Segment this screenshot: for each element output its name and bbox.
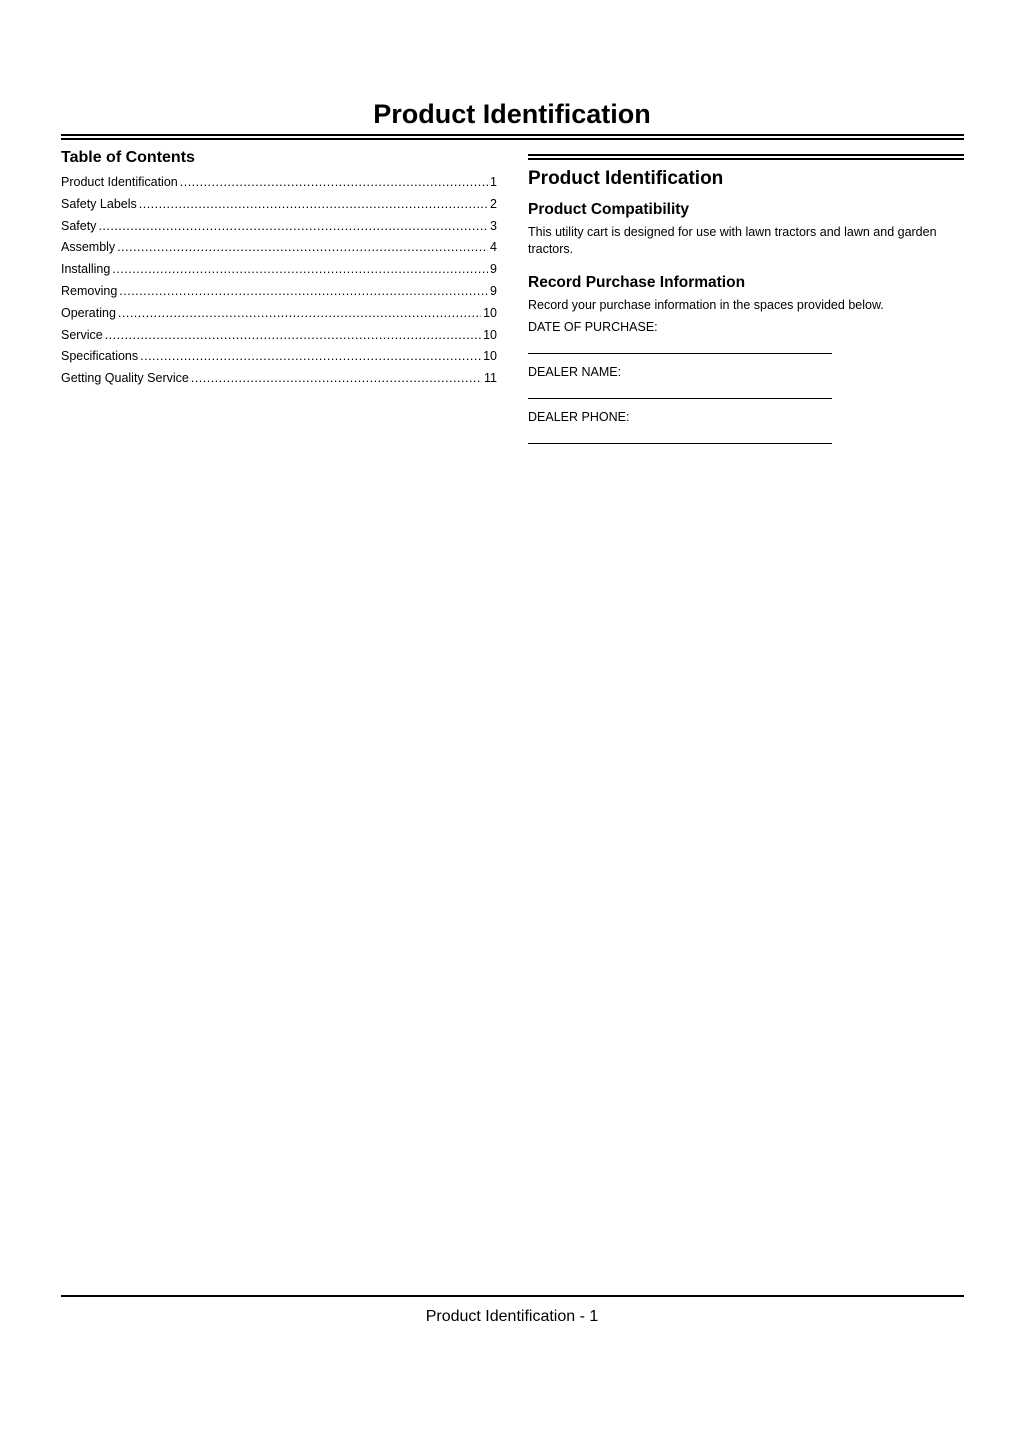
date-of-purchase-label: DATE OF PURCHASE:	[528, 319, 658, 334]
toc-item-page: 10	[483, 305, 497, 320]
toc-item	[61, 325, 497, 347]
toc-item	[61, 194, 497, 216]
dealer-phone-label: DEALER PHONE:	[528, 409, 630, 424]
page-footer: Product Identification - 1	[425, 1308, 599, 1325]
toc-item-page: 4	[490, 240, 497, 255]
toc-item-title: Operating	[61, 305, 116, 320]
purchase-heading: Record Purchase Information	[528, 274, 746, 291]
toc-item-title: Safety	[61, 218, 97, 233]
product-identification-section	[528, 164, 964, 454]
toc-leader-dots	[117, 237, 488, 259]
toc-item	[61, 281, 497, 303]
purchase-text: Record your purchase information in the spaces provided below.	[528, 298, 884, 312]
toc-item	[61, 346, 497, 368]
section-divider	[528, 154, 964, 160]
toc-heading: Table of Contents	[61, 149, 195, 166]
toc-item-title: Getting Quality Service	[61, 371, 189, 386]
toc-leader-dots	[180, 172, 488, 194]
toc-item-title: Safety Labels	[61, 196, 137, 211]
toc-item	[61, 216, 497, 238]
dealer-phone-line	[528, 443, 832, 444]
dealer-name-line	[528, 398, 832, 399]
toc-item-page: 9	[490, 283, 497, 298]
purchase-field-dealer-name	[528, 364, 964, 399]
toc-item	[61, 303, 497, 325]
toc-item-title: Service	[61, 327, 103, 342]
toc-leader-dots	[191, 368, 482, 390]
footer-divider	[61, 1295, 964, 1297]
toc-item	[61, 259, 497, 281]
toc-leader-dots	[139, 194, 488, 216]
section-title: Product Identification	[528, 168, 724, 189]
date-of-purchase-line	[528, 353, 832, 354]
toc-item-page: 10	[483, 327, 497, 342]
compatibility-text: This utility cart is designed for use with lawn tractors and lawn and garden tractors.	[528, 225, 937, 256]
table-of-contents	[61, 147, 497, 390]
toc-leader-dots	[112, 259, 488, 281]
toc-item-title: Installing	[61, 262, 111, 277]
dealer-name-label: DEALER NAME:	[528, 364, 622, 379]
toc-item-page: 9	[490, 262, 497, 277]
toc-leader-dots	[105, 325, 481, 347]
compatibility-heading: Product Compatibility	[528, 201, 690, 218]
page-title: Product Identification	[373, 99, 651, 129]
toc-item-page: 2	[490, 196, 497, 211]
purchase-field-dealer-phone	[528, 409, 964, 444]
purchase-field-date	[528, 319, 964, 354]
toc-item-title: Removing	[61, 283, 118, 298]
toc-item-page: 11	[484, 371, 497, 386]
toc-item	[61, 172, 497, 194]
toc-leader-dots	[118, 303, 481, 325]
toc-leader-dots	[119, 281, 488, 303]
toc-item-title: Product Identification	[61, 175, 178, 189]
toc-leader-dots	[140, 346, 481, 368]
toc-item-title: Specifications	[61, 349, 139, 364]
toc-item-page: 10	[483, 349, 497, 364]
toc-leader-dots	[98, 216, 488, 238]
toc-item-title: Assembly	[61, 240, 116, 255]
toc-item-page: 1	[490, 175, 497, 189]
title-divider	[61, 134, 964, 140]
toc-list	[61, 172, 497, 390]
toc-item	[61, 237, 497, 259]
toc-item-page: 3	[490, 218, 497, 233]
toc-item	[61, 368, 497, 390]
